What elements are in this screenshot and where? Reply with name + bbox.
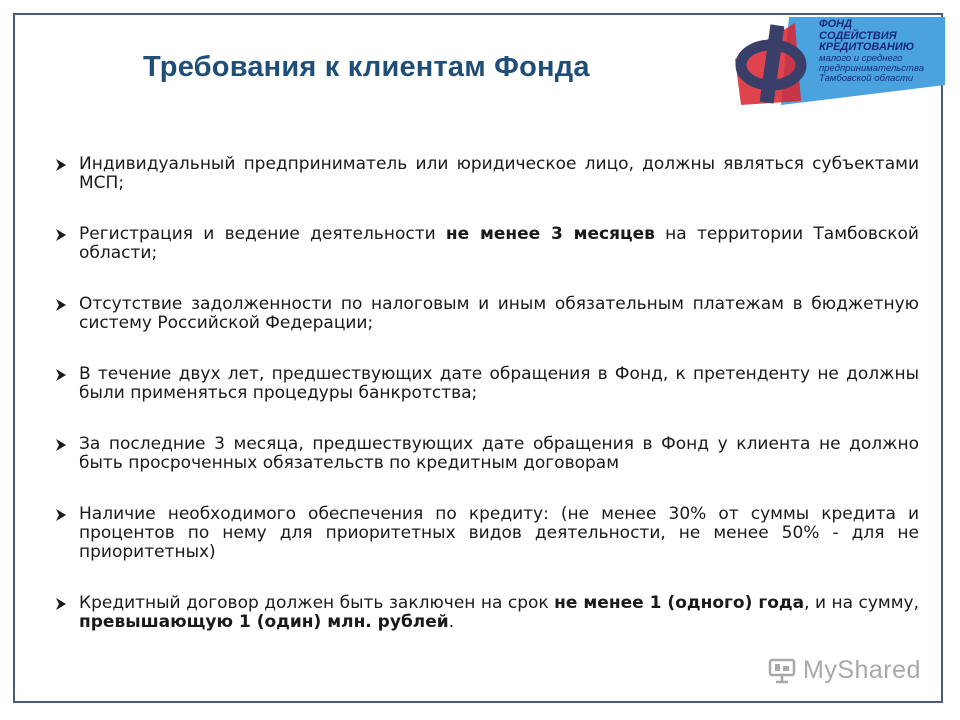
requirement-emphasis: превышающую 1 (один) млн. рублей: [79, 612, 449, 632]
requirement-text: , и на сумму,: [804, 593, 920, 613]
requirement-text: В течение двух лет, предшествующих дате обращения в Фонд, к претенденту не должны были применяться процедуры банкротства;: [79, 364, 919, 403]
watermark: [767, 655, 921, 685]
arrow-bullet-icon: [53, 297, 69, 313]
requirement-text: Наличие необходимого обеспечения по кредиту: (не менее 30% от суммы кредита и процентов по нему для приоритетных видов деятельности, не менее 50% - для не приоритетных): [79, 504, 919, 562]
arrow-bullet-icon: [53, 437, 69, 453]
requirement-text: Регистрация и ведение деятельности: [79, 224, 446, 244]
requirement-item: [53, 225, 919, 263]
logo-caption: [819, 19, 924, 84]
logo-line-3: КРЕДИТОВАНИЮ: [819, 41, 915, 54]
logo-line-5: предпринимательства: [819, 62, 924, 74]
requirement-item: [53, 295, 919, 333]
presentation-board-icon: [767, 655, 797, 685]
arrow-bullet-icon: [53, 227, 69, 243]
requirement-item: [53, 365, 919, 403]
logo-line-2: СОДЕЙСТВИЯ: [819, 29, 897, 42]
logo-line-1: ФОНД: [819, 18, 853, 30]
requirement-item: [53, 155, 919, 193]
watermark-text: MyShared: [803, 655, 921, 684]
arrow-bullet-icon: [53, 157, 69, 173]
requirement-text: За последние 3 месяца, предшествующих дате обращения в Фонд у клиента не должно быть просроченных обязательств по кредитным договорам: [79, 434, 919, 473]
requirement-text: Индивидуальный предприниматель или юридическое лицо, должны являться субъектами МСП;: [79, 154, 919, 193]
slide-title: Требования к клиентам Фонда: [143, 51, 590, 83]
requirement-text: на территории Тамбовской области;: [79, 224, 919, 263]
requirement-text: Отсутствие задолженности по налоговым и иным обязательным платежам в бюджетную систему Российской Федерации;: [79, 294, 919, 333]
requirement-text: .: [448, 612, 455, 632]
fund-logo: [729, 15, 945, 107]
logo-line-4: малого и среднего: [819, 52, 903, 64]
requirement-text: Кредитный договор должен быть заключен на срок: [79, 593, 555, 613]
requirement-item: [53, 594, 919, 632]
requirement-emphasis: не менее 3 месяцев: [445, 224, 655, 244]
requirement-item: [53, 505, 919, 562]
arrow-bullet-icon: [53, 596, 69, 612]
requirements-list: [53, 155, 919, 664]
arrow-bullet-icon: [53, 367, 69, 383]
slide: [13, 13, 943, 703]
logo-line-6: Тамбовской области: [819, 72, 914, 84]
requirement-item: [53, 435, 919, 473]
requirement-emphasis: не менее 1 (одного) года: [554, 593, 805, 613]
arrow-bullet-icon: [53, 507, 69, 523]
